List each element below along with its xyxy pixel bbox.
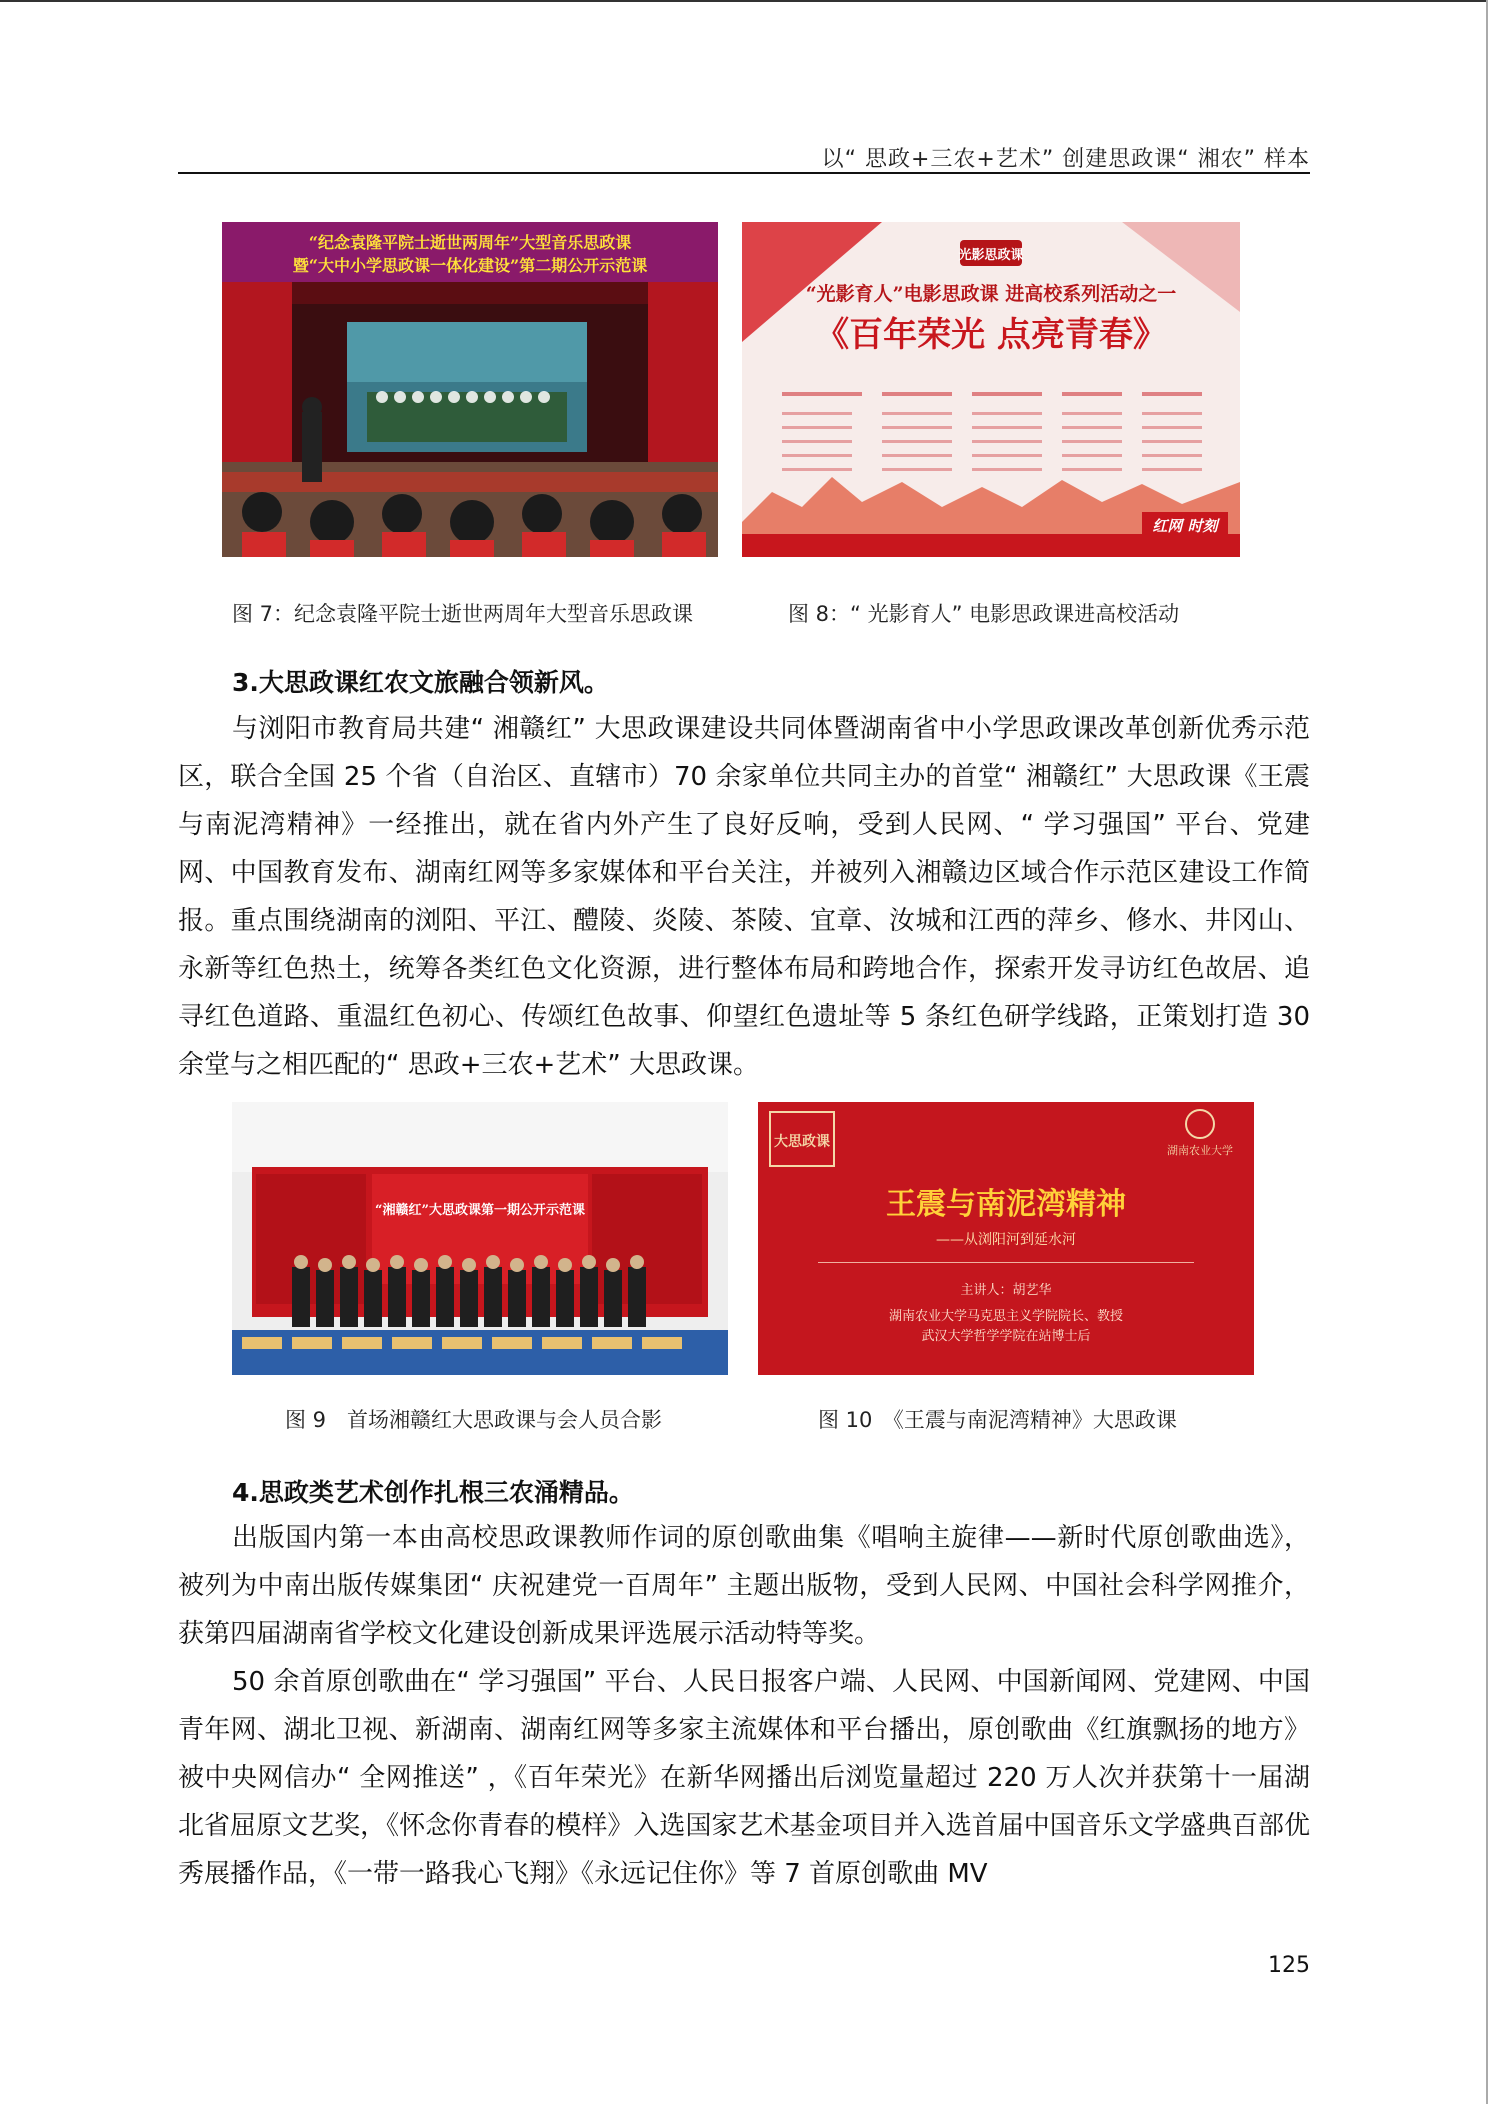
figure-10-caption: 图 10 《王震与南泥湾精神》大思政课 <box>818 1408 1177 1432</box>
fig7-banner-line1: “纪念袁隆平院士逝世两周年”大型音乐思政课 <box>308 233 632 252</box>
fig8-logo: 红网 时刻 <box>1152 517 1218 535</box>
figure-9-caption: 图 9 首场湘赣红大思政课与会人员合影 <box>285 1408 663 1432</box>
fig8-badge: 光影思政课 <box>958 248 1024 263</box>
section-3-paragraph: 与浏阳市教育局共建“ 湘赣红” 大思政课建设共同体暨湖南省中小学思政课改革创新优秀示范区，联合全国 25 个省（自治区、直辖市）70 余家单位共同主办的首堂“ 湘赣红” 大思政课《王震与南泥湾精神》一经推出，就在省内外产生了良好反响，受到人民网、“ 学习强国” 平台、党建网、中国教育发布、湖南红网等多家媒体和平台关注，并被列入湘赣边区域合作示范区建设工作简报。重点围绕湖南的浏阳、平江、醴陵、炎陵、茶陵、宜章、汝城和江西的萍乡、修水、井冈山、永新等红色热土，统筹各类红色文化资源，进行整体布局和跨地合作，探索开发寻访红色故居、追寻红色道路、重温红色初心、传颂红色故事、仰望红色遗址等 5 条红色研学线路，正策划打造 30 余堂与之相匹配的“ 思政+三农+艺术” 大思政课。 <box>178 714 1310 1080</box>
figure-9-photo <box>232 1102 728 1375</box>
figure-7-photo <box>222 222 718 557</box>
section-4-heading: 4.思政类艺术创作扎根三农涌精品。 <box>232 1478 634 1507</box>
running-header-title: 以“ 思政+三农+艺术” 创建思政课“ 湘农” 样本 <box>821 147 1310 172</box>
page-number: 125 <box>1268 1953 1310 1978</box>
fig10-school-mark: 湖南农业大学 <box>1167 1144 1233 1157</box>
figure-8-caption: 图 8：“ 光影育人” 电影思政课进高校活动 <box>788 602 1180 626</box>
header-rule <box>178 172 1310 174</box>
figure-10-slide <box>758 1102 1254 1375</box>
fig10-speaker: 主讲人：胡艺华 <box>960 1283 1052 1298</box>
figure-7-caption: 图 7：纪念袁隆平院士逝世两周年大型音乐思政课 <box>232 602 694 626</box>
fig10-corner-seal: 大思政课 <box>774 1134 830 1150</box>
fig10-slide-title: 王震与南泥湾精神 <box>886 1187 1126 1222</box>
fig8-subtitle: “光影育人”电影思政课 进高校系列活动之一 <box>805 283 1177 305</box>
section-4-paragraph-1: 出版国内第一本由高校思政课教师作词的原创歌曲集《唱响主旋律——新时代原创歌曲选》，被列为中南出版传媒集团“ 庆祝建党一百周年” 主题出版物，受到人民网、中国社会科学网推介，获第四届湖南省学校文化建设创新成果评选展示活动特等奖。 <box>178 1523 1310 1649</box>
section-4-paragraph-2: 50 余首原创歌曲在“ 学习强国” 平台、人民日报客户端、人民网、中国新闻网、党建网、中国青年网、湖北卫视、新湖南、湖南红网等多家主流媒体和平台播出，原创歌曲《红旗飘扬的地方》被中央网信办“ 全网推送” ，《百年荣光》在新华网播出后浏览量超过 220 万人次并获第十一届湖北省屈原文艺奖，《怀念你青春的模样》入选国家艺术基金项目并入选首届中国音乐文学盛典百部优秀展播作品，《一带一路我心飞翔》《永远记住你》等 7 首原创歌曲 MV <box>178 1667 1310 1889</box>
fig8-title: 《百年荣光 点亮青春》 <box>815 315 1167 355</box>
figure-8-poster <box>742 222 1240 557</box>
fig10-affiliation-1: 湖南农业大学马克思主义学院院长、教授 <box>888 1309 1124 1324</box>
fig9-backdrop-text: “湘赣红”大思政课第一期公开示范课 <box>375 1203 585 1218</box>
fig10-affiliation-2: 武汉大学哲学学院在站博士后 <box>921 1329 1091 1344</box>
section-3-heading: 3.大思政课红农文旅融合领新风。 <box>232 668 609 697</box>
page-top-border <box>0 0 1488 2</box>
fig7-banner-line2: 暨“大中小学思政课一体化建设”第二期公开示范课 <box>292 256 648 275</box>
fig10-slide-subtitle: ——从浏阳河到延水河 <box>936 1232 1076 1248</box>
